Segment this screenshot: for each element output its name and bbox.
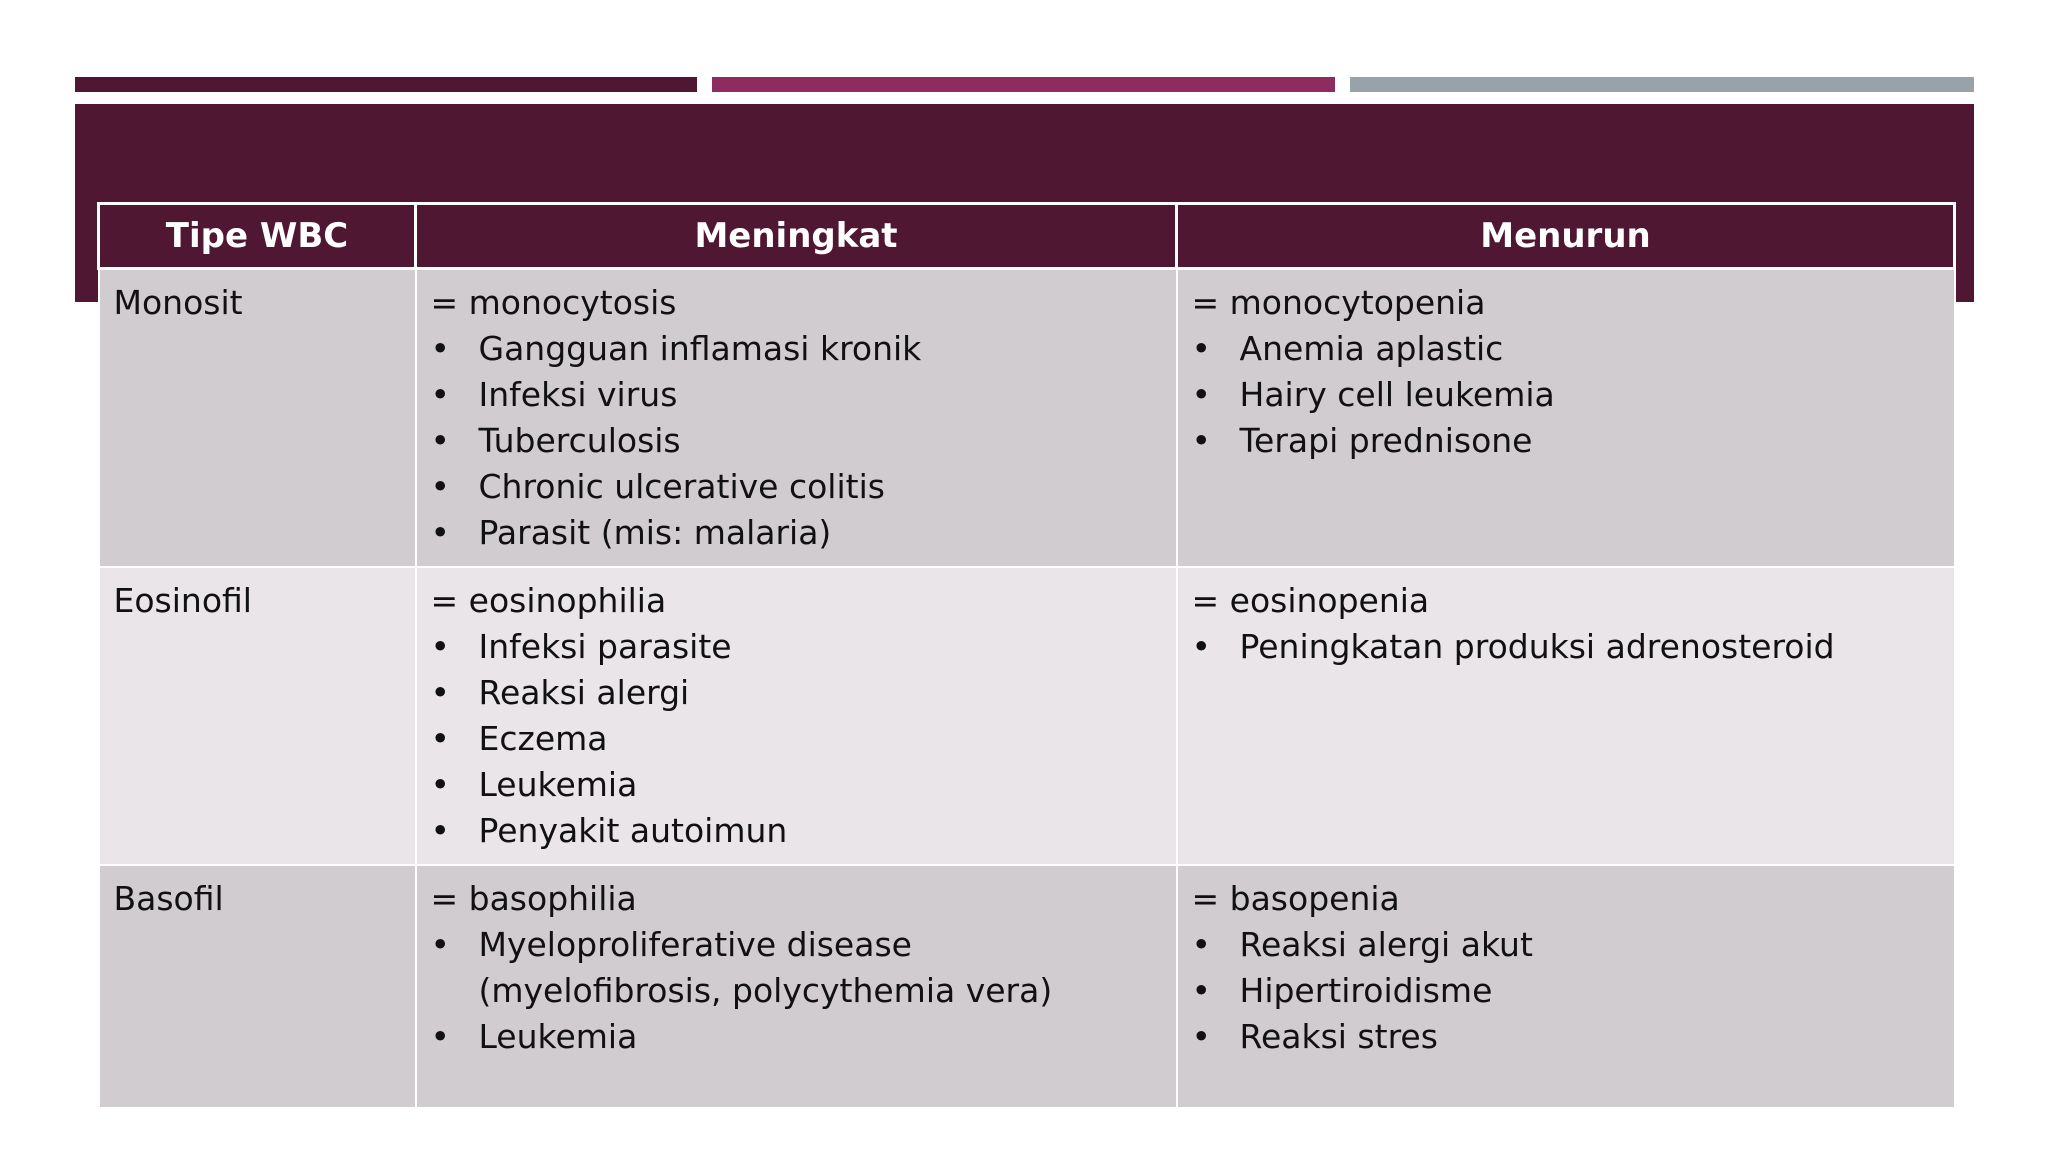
cause-list [431,326,1162,556]
list-item: • Terapi prednisone [1192,418,1940,464]
condition-term: = basophilia [430,879,637,918]
bullet-icon: • [1191,971,1211,1010]
list-item: • Reaksi stres [1192,1014,1940,1060]
list-item: • Parasit (mis: malaria) [431,510,1162,556]
bullet-icon: • [1191,329,1211,368]
list-item: • Gangguan inflamasi kronik [431,326,1162,372]
table-row-basofil [99,865,1955,1108]
bullet-icon: • [430,329,450,368]
bullet-icon: • [1191,421,1211,460]
list-item: • Hairy cell leukemia [1192,372,1940,418]
cause-list [431,624,1162,854]
bullet-icon: • [430,719,450,758]
bullet-icon: • [1191,375,1211,414]
cause-list [431,922,1162,1060]
condition-term: = basopenia [1191,879,1400,918]
bullet-icon: • [430,1017,450,1056]
bullet-icon: • [430,765,450,804]
bullet-icon: • [430,673,450,712]
bullet-icon: • [1191,925,1211,964]
list-item: • Myeloproliferative disease (myelofibrosis, polycythemia vera) [431,922,1162,1014]
accent-bar-dark [75,77,697,92]
header-decrease: Menurun [1177,204,1955,269]
list-item: • Reaksi alergi akut [1192,922,1940,968]
list-item: • Penyakit autoimun [431,808,1162,854]
wbc-table [97,202,1956,1109]
header-increase: Meningkat [416,204,1177,269]
list-item: • Hipertiroidisme [1192,968,1940,1014]
accent-bar-gray [1350,77,1974,92]
list-item: • Reaksi alergi [431,670,1162,716]
list-item: • Eczema [431,716,1162,762]
cell-type: Eosinofil [99,567,416,865]
bullet-icon: • [1191,1017,1211,1056]
table-row-eosinofil [99,567,1955,865]
cell-type: Basofil [99,865,416,1108]
bullet-icon: • [430,627,450,666]
cause-list [1192,922,1940,1060]
list-item: • Infeksi parasite [431,624,1162,670]
condition-term: = monocytosis [430,283,677,322]
list-item: • Chronic ulcerative colitis [431,464,1162,510]
table-row-monosit [99,269,1955,568]
cause-list [1192,326,1940,464]
cause-list [1192,624,1940,670]
bullet-icon: • [430,421,450,460]
bullet-icon: • [430,811,450,850]
bullet-icon: • [430,467,450,506]
bullet-icon: • [430,375,450,414]
bullet-icon: • [430,925,450,964]
list-item: • Infeksi virus [431,372,1162,418]
list-item: • Anemia aplastic [1192,326,1940,372]
bullet-icon: • [430,513,450,552]
condition-term: = monocytopenia [1191,283,1486,322]
cell-decrease [1177,269,1955,568]
list-item: • Tuberculosis [431,418,1162,464]
bullet-icon: • [1191,627,1211,666]
condition-term: = eosinopenia [1191,581,1430,620]
list-item: • Peningkatan produksi adrenosteroid [1192,624,1940,670]
cell-decrease [1177,865,1955,1108]
cell-increase [416,567,1177,865]
header-type: Tipe WBC [99,204,416,269]
list-item: • Leukemia [431,1014,1162,1060]
cell-type: Monosit [99,269,416,568]
cell-increase [416,865,1177,1108]
list-item: • Leukemia [431,762,1162,808]
cell-increase [416,269,1177,568]
table-header-row [99,204,1955,269]
cell-decrease [1177,567,1955,865]
condition-term: = eosinophilia [430,581,667,620]
accent-bar-magenta [712,77,1335,92]
